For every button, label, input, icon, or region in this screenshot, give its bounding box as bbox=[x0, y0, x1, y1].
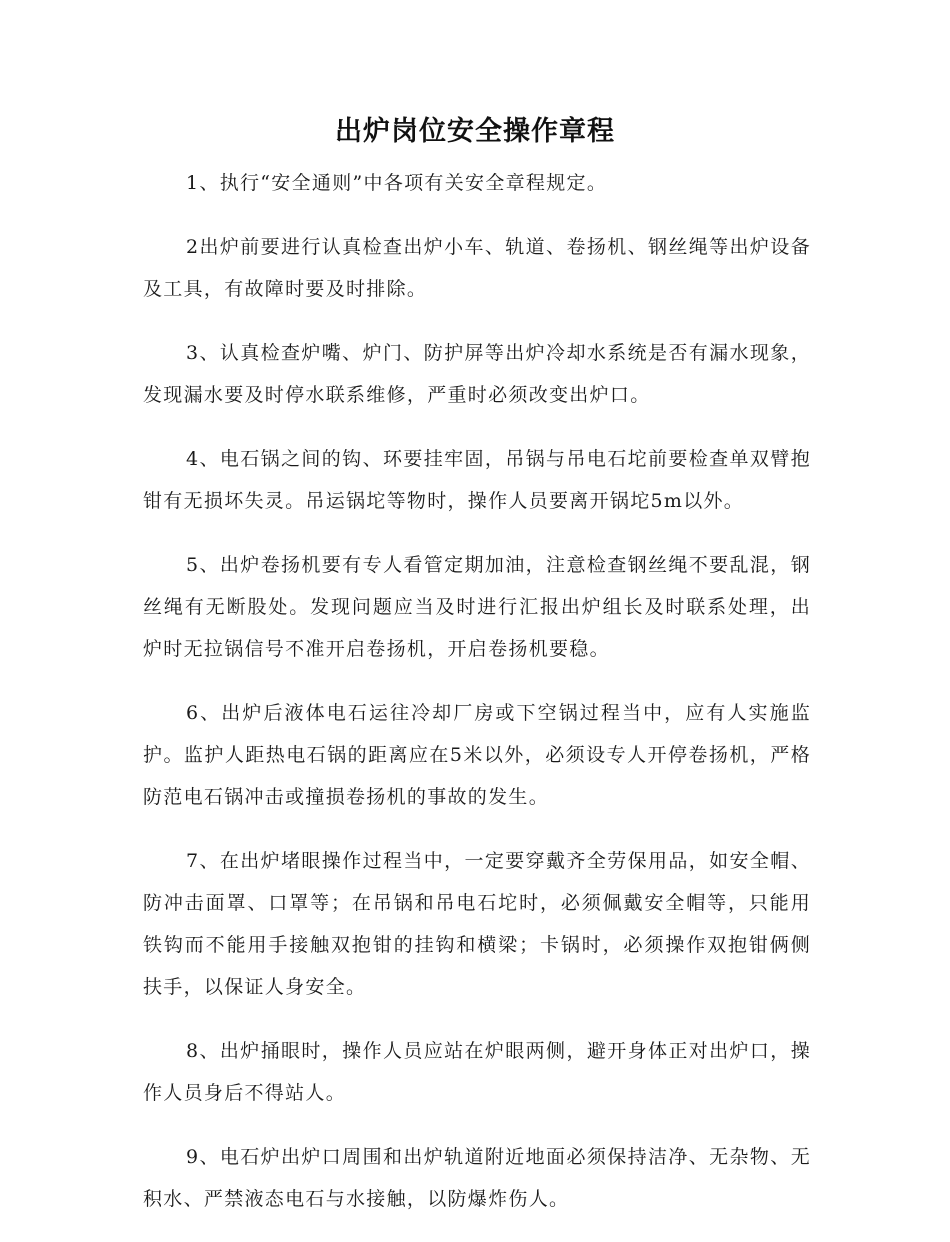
paragraph-1: 1、执行“安全通则”中各项有关安全章程规定。 bbox=[186, 172, 608, 194]
document-body bbox=[143, 162, 811, 1242]
paragraph-3: 3、认真检查炉嘴、炉门、防护屏等出炉冷却水系统是否有漏水现象，发现漏水要及时停水联系维修，严重时必须改变出炉口。 bbox=[143, 342, 811, 406]
document-title: 出炉岗位安全操作章程 bbox=[335, 116, 615, 147]
paragraph-4: 4、电石锅之间的钩、环要挂牢固，吊锅与吊电石坨前要检查单双臂抱钳有无损坏失灵。吊运锅坨等物时，操作人员要离开锅坨5m以外。 bbox=[143, 448, 811, 512]
paragraph-7: 7、在出炉堵眼操作过程当中，一定要穿戴齐全劳保用品，如安全帽、防冲击面罩、口罩等；在吊锅和吊电石坨时，必须佩戴安全帽等，只能用铁钩而不能用手接触双抱钳的挂钩和横梁；卡锅时，必须操作双抱钳俩侧扶手，以保证人身安全。 bbox=[143, 850, 811, 998]
paragraph-8: 8、出炉捅眼时，操作人员应站在炉眼两侧，避开身体正对出炉口，操作人员身后不得站人。 bbox=[143, 1040, 811, 1104]
paragraph-2: 2出炉前要进行认真检查出炉小车、轨道、卷扬机、钢丝绳等出炉设备及工具，有故障时要及时排除。 bbox=[143, 236, 811, 300]
paragraph-6: 6、出炉后液体电石运往冷却厂房或下空锅过程当中，应有人实施监护。监护人距热电石锅的距离应在5米以外，必须设专人开停卷扬机，严格防范电石锅冲击或撞损卷扬机的事故的发生。 bbox=[143, 702, 811, 808]
paragraph-9: 9、电石炉出炉口周围和出炉轨道附近地面必须保持洁净、无杂物、无积水、严禁液态电石与水接触，以防爆炸伤人。 bbox=[143, 1146, 811, 1210]
paragraph-5: 5、出炉卷扬机要有专人看管定期加油，注意检查钢丝绳不要乱混，钢丝绳有无断股处。发现问题应当及时进行汇报出炉组长及时联系处理，出炉时无拉锅信号不准开启卷扬机，开启卷扬机要稳。 bbox=[143, 554, 811, 660]
